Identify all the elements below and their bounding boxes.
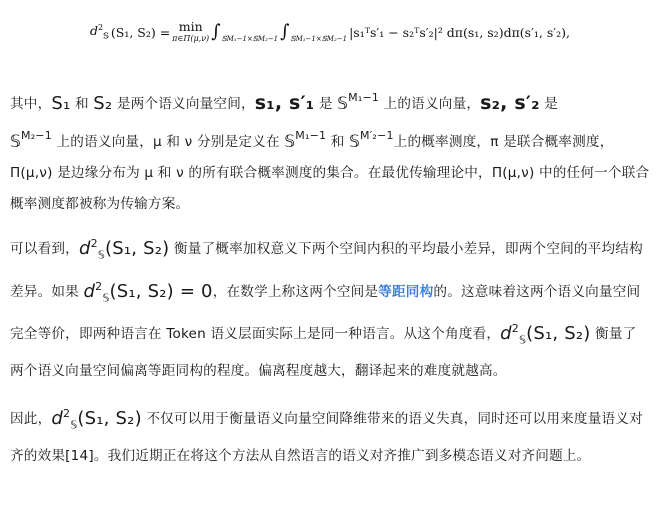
- formula-integral-2: ∫ 𝕊M₁−1×𝕊M₂−1: [280, 21, 348, 43]
- ot-distance-formula: [0, 14, 660, 50]
- paragraph-interpretation: 可以看到，$d^2_𝕊(S_1$, S₂) 衡量了概率加权意义下两个空间内积的平均最小差异，即两个空间的平均结构差异。如果 $d^2_𝕊(S_1$, S₂) = 0，在数学上称这两个空间是等距同构的。这意味着这两个语义向量空间完全等价，即两种语言在 Token 语义层面实际上是同一种语言。从这个角度看，$d^2_𝕊(S_1$, S₂) 衡量了两个语义向量空间偏离等距同构的程度。偏离程度越大，翻译起来的难度就越高。: [10, 237, 643, 379]
- formula-min: min π∈Π(μ,ν): [172, 19, 210, 43]
- paragraph-definitions: 其中，S₁ 和 S₂ 是两个语义向量空间，s₁, s′₁ 是 𝕊$^{M_1-1}$ 上的语义向量，s₂, s′₂ 是 𝕊$^{M_2-1}$ 上的语义向量，μ 和 ν 分别是定义在 𝕊$^{M_1-1}$ 和 𝕊$^{M'_2-1}$上的概率测度，π 是联合概率测度，Π(μ,ν) 是边缘分布为 μ 和 ν 的所有联合概率测度的集合。在最优传输理论中，Π(μ,ν) 中的任何一个联合概率测度都被称为传输方案。: [10, 91, 650, 212]
- formula-lhs: $d^2_𝕊$: [89, 23, 109, 41]
- paragraph-conclusion: 因此，$d^2_𝕊(S_1$, S₂) 不仅可以用于衡量语义向量空间降维带来的语义失真，同时还可以用来度量语义对齐的效果[14]。我们近期正在将这个方法从自然语言的语义对齐推广到多模态语义对齐问题上。: [10, 407, 643, 464]
- formula-lhs-args: (S₁, S₂) =: [110, 24, 171, 40]
- formula-integrand: |s₁ᵀs′₁ − s₂ᵀs′₂|² dπ(s₁, s₂)dπ(s′₁, s′₂),: [349, 24, 570, 40]
- isometric-isomorphism-link[interactable]: 等距同构: [378, 283, 434, 300]
- formula-integral-1: ∫ 𝕊M₁−1×𝕊M₂−1: [211, 21, 279, 43]
